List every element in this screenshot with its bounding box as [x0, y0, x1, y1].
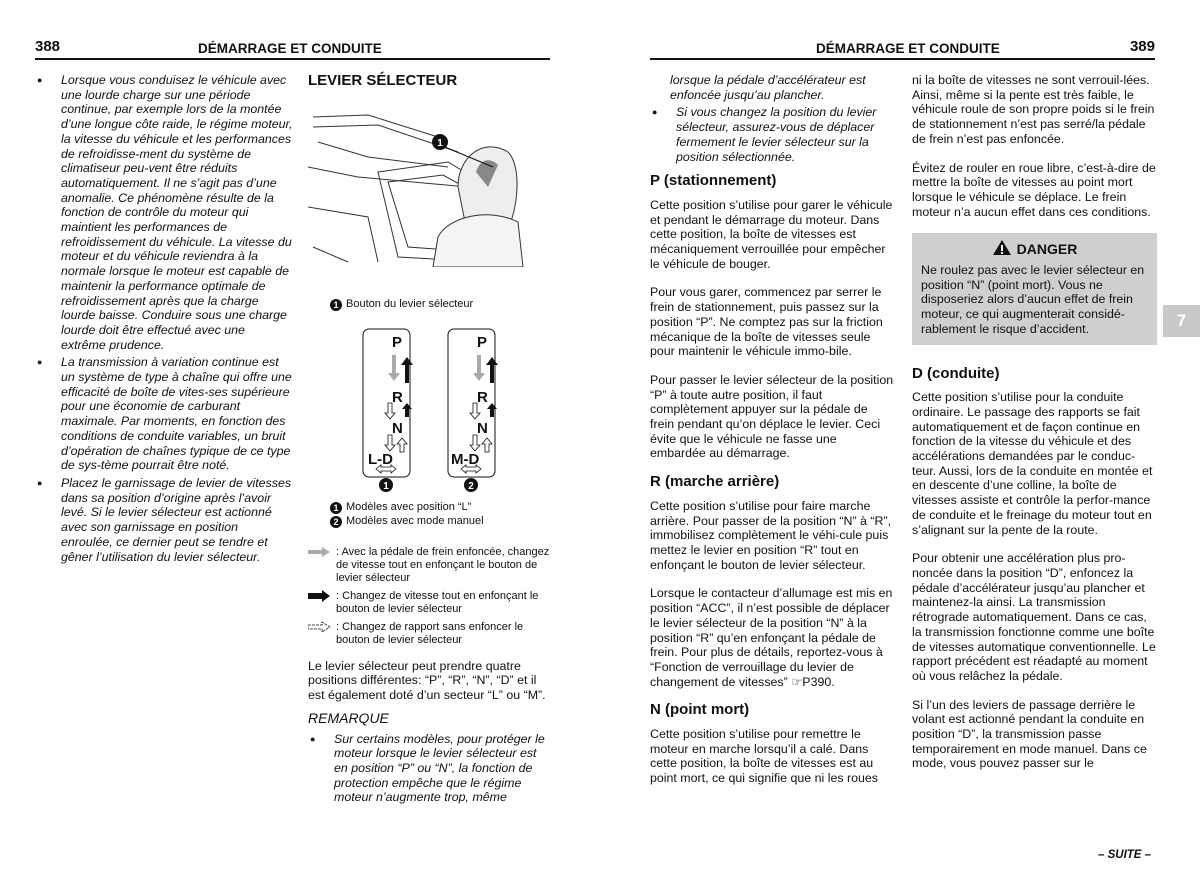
body-paragraph: ni la boîte de vitesses ne sont verrouil-lées. Ainsi, même si la pente est très faible, le véhicule roule de son propre poids si le frein de stationnement n’est pas serré/la pédale de frein n’est pas enfoncée.	[912, 73, 1155, 146]
callout-caption	[330, 297, 553, 311]
danger-text: Ne roulez pas avec le levier sélecteur en position “N” (point mort). Vous ne disposeriez alors d’aucun effet de frein moteur, ce qui augmenterait considé-rablement le risque d’accident.	[921, 263, 1145, 336]
model-number: 2	[468, 480, 474, 492]
outline-arrow-icon	[308, 621, 336, 647]
left-col-2	[308, 70, 553, 808]
body-paragraph: Évitez de rouler en roue libre, c’est-à-dire de mettre la boîte de vitesses au point mort lorsque le véhicule se déplace. Le frein moteur n’a aucun effet dans ces conditions.	[912, 160, 1156, 219]
list-item: ● Placez le garnissage de levier de vitesses dans sa position d’origine après l’avoir levé. Si le levier sélecteur est actionné avec son garnissage en position enroulée, ce dernier peut se tendre et gêner l’utilisation du levier sélecteur.	[35, 476, 293, 564]
body-paragraph: Pour passer le levier sélecteur de la position “P” à toute autre position, il faut complètement appuyer sur la pédale de frein pendant qu’on déplace le levier. Ceci évite que le véhicule ne fasse une embardée au démarrage.	[650, 372, 894, 461]
position-n: N	[392, 419, 403, 437]
model-number: 1	[383, 480, 389, 492]
model-label: Modèles avec position “L”	[346, 500, 472, 513]
list-item: ● Si vous changez la position du levier sélecteur, assurez-vous de déplacer fermement le levier sélecteur sur la position sélectionnée.	[650, 105, 895, 164]
right-col-2	[912, 73, 1157, 785]
arrow-icons	[376, 355, 498, 473]
body-paragraph: Si l’un des leviers de passage derrière le volant est actionné pendant la conduite en position “D”, la transmission passe temporairement en mode manuel. Dans ce mode, vous pouvez passer sur le	[912, 697, 1147, 771]
continued-text: lorsque la pédale d’accélérateur est enfoncée jusqu’au plancher.	[670, 73, 866, 102]
gray-arrow-icon	[308, 546, 336, 585]
warning-icon	[992, 239, 1012, 256]
legend-text: Changez de rapport sans enfoncer le bouton de levier sélecteur	[336, 620, 524, 646]
heading-n: N (point mort)	[650, 701, 750, 719]
right-page-header	[650, 36, 1155, 60]
page-number: 388	[35, 38, 61, 55]
position-p: P	[477, 333, 488, 351]
shift-lever-illustration	[308, 97, 548, 267]
legend-item	[308, 621, 553, 647]
body-paragraph: Cette position s’utilise pour la conduite ordinaire. Le passage des rapports se fait automatiquement et de façon continue en fonction de la vitesse du véhicule et des accélérations demandées par le conduc-teur. Aussi, lors de la conduite en montée et en descente d’une colline, la boîte de vitesses assiste et contrôle la perfor-mance de conduite et le freinage du moteur tout en s’alignant sur la pente de la route.	[912, 390, 1153, 537]
right-col-1	[650, 73, 895, 800]
legend-item	[308, 590, 553, 616]
legend-text: Changez de vitesse tout en enfonçant le bouton de levier sélecteur	[336, 589, 539, 615]
list-item: ● Lorsque vous conduisez le véhicule avec une lourde charge sur une période continue, par exemple lors de la montée d’une longue côte raide, le régime moteur, la vitesse du véhicule et les performances de refroidisse-ment du système de climatiseur peu-vent être réduits automatiquement. Il ne s’agit pas d’une anomalie. Ce phénomène résulte de la fonction de contrôle du moteur qui maintient les performances de refroidissement du véhicule. La vitesse du moteur et du véhicule reviendra à la normale lorsque le moteur est capable de maintenir la performance optimale de refroidissement après que la charge lourde baisse. Conduire sous une charge lourde doit être effectué avec une extrême prudence.	[35, 73, 293, 352]
running-title: DÉMARRAGE ET CONDUITE	[198, 41, 382, 56]
chapter-tab[interactable]: 7	[1163, 305, 1200, 337]
model-number: 1	[330, 502, 342, 514]
position-r: R	[477, 388, 488, 406]
body-paragraph: Cette position s’utilise pour garer le véhicule et pendant le démarrage du moteur. Dans cette position, la boîte de vitesses est mécaniquement verrouillée pour empêcher le véhicule de bouger.	[650, 197, 893, 271]
position-r: R	[392, 388, 403, 406]
running-title: DÉMARRAGE ET CONDUITE	[816, 41, 1000, 56]
position-n: N	[477, 419, 488, 437]
callout-label: Bouton du levier sélecteur	[346, 297, 474, 310]
black-arrow-icon	[308, 590, 336, 616]
legend-text: Avec la pédale de frein enfoncée, changez de vitesse tout en enfonçant le bouton de levier sélecteur	[336, 545, 550, 584]
heading-d: D (conduite)	[912, 364, 1000, 382]
page-number: 389	[1129, 38, 1155, 55]
remark-title: REMARQUE	[308, 709, 389, 726]
continued-marker: – SUITE –	[1098, 849, 1152, 861]
list-item: ● Sur certains modèles, pour protéger le moteur lorsque le levier sélecteur est en position “P” ou “N”, la fonction de protection empêche que le régime moteur n’augmente trop, même	[308, 732, 553, 806]
position-p: P	[392, 333, 403, 351]
left-page-header	[35, 36, 550, 60]
heading-p: P (stationnement)	[650, 172, 777, 190]
callout-number: 1	[330, 299, 342, 311]
danger-title	[921, 239, 1148, 257]
danger-label: DANGER	[1016, 241, 1078, 258]
separator: :	[336, 620, 340, 633]
model-number: 2	[330, 516, 342, 528]
list-item: ● La transmission à variation continue est un système de type à chaîne qui offre une efficacité de boîte de vites-ses supérieure pour une économie de carburant maximale. Par moments, en fonction des conditions de conduite variables, un bruit d’opération de chaînes typique de ce type de sys-tème pourrait être noté.	[35, 355, 293, 473]
body-paragraph: Cette position s’utilise pour remettre le moteur en marche lorsqu’il a calé. Dans cette position, la boîte de vitesses est au point mort, ce qui signifie que ni les roues	[650, 727, 878, 786]
position-l-d: L-D	[368, 450, 393, 468]
model-item	[330, 500, 553, 514]
separator: :	[336, 589, 340, 602]
model-item	[330, 514, 553, 528]
shift-pattern-diagram	[308, 327, 548, 492]
section-title: LEVIER SÉLECTEUR	[308, 72, 458, 89]
heading-r: R (marche arrière)	[650, 473, 780, 491]
model-label: Modèles avec mode manuel	[346, 514, 484, 527]
left-col-1	[35, 73, 293, 567]
callout-number: 1	[437, 137, 443, 149]
body-paragraph: Pour obtenir une accélération plus pro-noncée dans la position “D”, enfoncez la pédale d’accélérateur jusqu’au plancher et maintenez-la ainsi. La transmission rétrograde automatiquement. Dans ce cas, la transmission fonctionne comme une boîte de vitesses automatique conventionnelle. Le rapport précédent est réadapté au moment où vous relâchez la pédale.	[912, 551, 1156, 683]
danger-box	[912, 233, 1157, 344]
body-paragraph: Lorsque le contacteur d’allumage est mis en position “ACC”, il n’est possible de déplacer le levier sélecteur de la position “N” à la position “R” qu’en enfonçant la pédale de frein. Pour plus de détails, reportez-vous à “Fonction de verrouillage du levier de changement de vitesses” ☞P390.	[650, 586, 893, 689]
position-m-d: M-D	[451, 450, 480, 468]
body-paragraph: Pour vous garer, commencez par serrer le frein de stationnement, puis passez sur la position “P”. Ne comptez pas sur la friction mécanique de la boîte de vitesses seule pour maintenir le véhicule immo-bile.	[650, 285, 883, 359]
separator: :	[336, 545, 340, 558]
body-paragraph: Le levier sélecteur peut prendre quatre positions différentes: “P”, “R”, “N”, “D” et il est également doté d’un secteur “L” ou “M”.	[308, 658, 546, 703]
legend-item	[308, 546, 553, 585]
body-paragraph: Cette position s’utilise pour faire marche arrière. Pour passer de la position “N” à “R”, immobilisez complètement le véhi-cule puis mettez le levier en position “R” tout en enfonçant le bouton de levier sélecteur.	[650, 498, 892, 572]
